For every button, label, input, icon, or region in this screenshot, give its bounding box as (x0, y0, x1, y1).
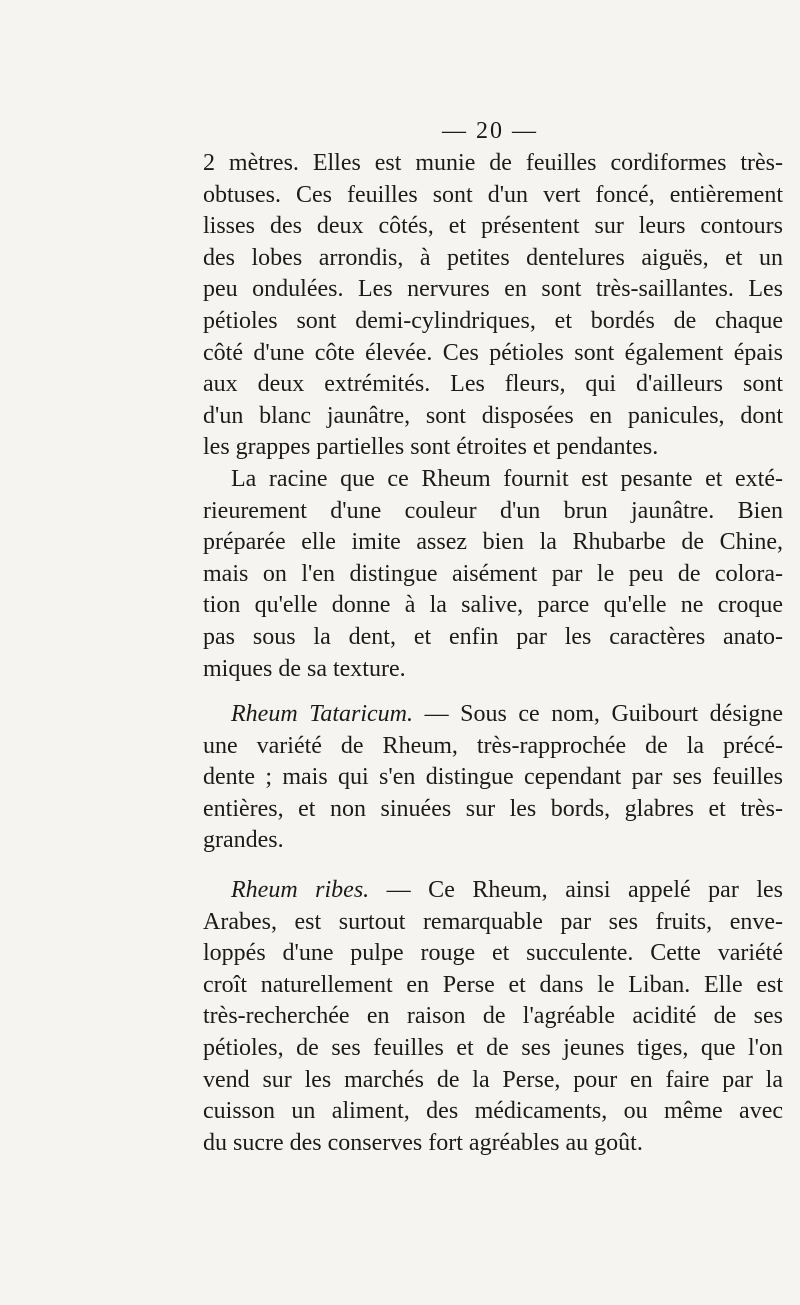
page-number: — 20 — (442, 118, 538, 144)
text-line: préparée elle imite assez bien la Rhubarbe de Chine, (203, 529, 783, 556)
text-line: Arabes, est surtout remarquable par ses fruits, enve- (203, 908, 783, 935)
text-line: côté d'une côte élevée. Ces pétioles sont également épais (203, 339, 783, 366)
text-line: pétioles sont demi-cylindriques, et bordés de chaque (203, 307, 783, 334)
paragraph-rheum-tataricum (203, 699, 783, 857)
text-line: entières, et non sinuées sur les bords, glabres et très- (203, 795, 783, 822)
text-line: aux deux extrémités. Les fleurs, qui d'ailleurs sont (203, 371, 783, 398)
species-name: Rheum Tataricum. (231, 701, 414, 728)
text-line (203, 699, 783, 731)
paragraph-rheum-ribes (203, 875, 783, 1159)
text-line: des lobes arrondis, à petites dentelures aiguës, et un (203, 244, 783, 271)
text-line: pas sous la dent, et enfin par les caractères anato- (203, 623, 783, 650)
text-line: miques de sa texture. (203, 655, 406, 682)
text-line: croît naturellement en Perse et dans le Liban. Elle est (203, 971, 783, 998)
text-line: La racine que ce Rheum fournit est pesante et exté- (231, 465, 783, 492)
text-line: vend sur les marchés de la Perse, pour en faire par la (203, 1066, 783, 1093)
text-line: lisses des deux côtés, et présentent sur leurs contours (203, 213, 783, 240)
text-line: du sucre des conserves fort agréables au goût. (203, 1129, 643, 1156)
text-line: peu ondulées. Les nervures en sont très-saillantes. Les (203, 276, 783, 303)
text-line: obtuses. Ces feuilles sont d'un vert foncé, entièrement (203, 181, 783, 208)
text-line (203, 875, 783, 907)
text-line: cuisson un aliment, des médicaments, ou même avec (203, 1098, 783, 1125)
text-line: d'un blanc jaunâtre, sont disposées en panicules, dont (203, 402, 783, 429)
text-line: très-recherchée en raison de l'agréable acidité de ses (203, 1003, 783, 1030)
paragraph-racine (203, 464, 783, 685)
text-line: grandes. (203, 827, 284, 854)
text-line: tion qu'elle donne à la salive, parce qu'elle ne croque (203, 592, 783, 619)
text-line: les grappes partielles sont étroites et pendantes. (203, 434, 659, 461)
text-line: pétioles, de ses feuilles et de ses jeunes tiges, que l'on (203, 1035, 783, 1062)
text-line: loppés d'une pulpe rouge et succulente. Cette variété (203, 940, 783, 967)
text-line: mais on l'en distingue aisément par le peu de colora- (203, 560, 783, 587)
text-fragment: — Sous ce nom, Guibourt désigne (413, 701, 783, 728)
paragraph-description (203, 148, 783, 464)
text-line: rieurement d'une couleur d'un brun jaunâtre. Bien (203, 497, 783, 524)
body-text (203, 148, 783, 1159)
text-line: dente ; mais qui s'en distingue cependant par ses feuilles (203, 764, 783, 791)
text-line: une variété de Rheum, très-rapprochée de la précé- (203, 732, 783, 759)
text-fragment: — Ce Rheum, ainsi appelé par les (369, 877, 783, 904)
species-name: Rheum ribes. (231, 877, 370, 904)
text-line: 2 mètres. Elles est munie de feuilles cordiformes très- (203, 150, 783, 176)
